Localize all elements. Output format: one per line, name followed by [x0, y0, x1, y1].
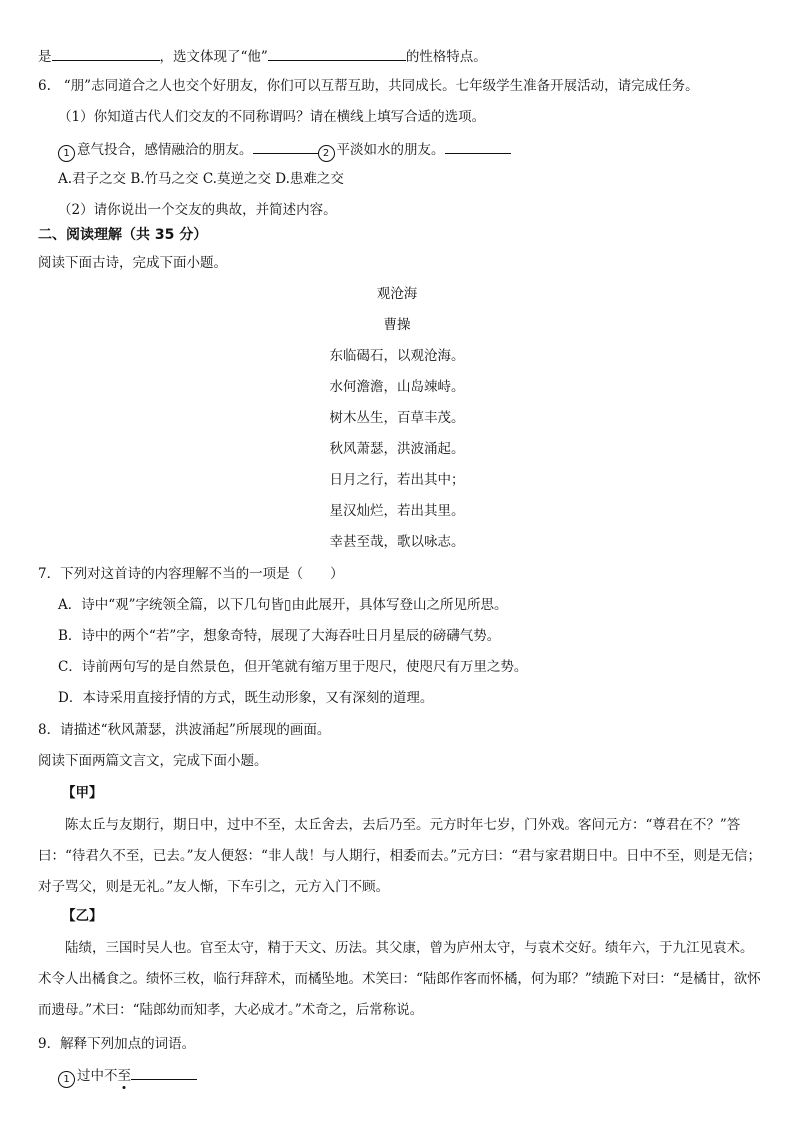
answer-blank[interactable] — [268, 45, 406, 61]
question-text: “朋”志同道合之人也交个好朋友，你们可以互帮互助，共同成长。七年级学生准备开展活动，请完成任务。 — [63, 78, 699, 94]
q7-option-b: B．诗中的两个“若”字，想象奇特，展现了大海吞吐日月星辰的磅礴气势。 — [58, 628, 501, 644]
q7-stem: 7．下列对这首诗的内容理解不当的一项是（ ） — [38, 566, 344, 582]
q6-item-2: 平淡如水的朋友。 — [336, 142, 445, 158]
q7-option-d: D．本诗采用直接抒情的方式，既生动形象，又有深刻的道理。 — [58, 690, 434, 706]
q9-item-1 — [58, 1064, 764, 1088]
q8-stem: 8．请描述“秋风萧瑟，洪波涌起”所展现的画面。 — [38, 722, 331, 738]
q6-options: A.君子之交 B.竹马之交 C.莫逆之交 D.患难之交 — [58, 171, 344, 187]
q7-option-c: C．诗前两句写的是自然景色，但开笔就有缩万里于咫尺，使咫尺有万里之势。 — [58, 659, 528, 675]
poem-line: 秋风萧瑟，洪波涌起。 — [329, 441, 465, 457]
q6-items — [58, 138, 764, 162]
poem-line: 东临碣石，以观沧海。 — [329, 348, 465, 364]
q9-item-text: 过中不 — [77, 1068, 118, 1084]
section-heading: 二、阅读理解（共 35 分） — [38, 227, 208, 243]
dotted-character: 至 — [117, 1068, 131, 1084]
circled-number: 2 — [318, 145, 335, 162]
circled-number: 1 — [58, 145, 75, 162]
circled-number: 1 — [58, 1071, 75, 1088]
poem-line: 水何澹澹，山岛竦峙。 — [329, 379, 465, 395]
poem-line: 日月之行，若出其中； — [329, 472, 465, 488]
q7-option-a: A．诗中“观”字统领全篇，以下几句皆▯由此展开，具体写登山之所见所思。 — [58, 597, 508, 613]
q5-text-2: ，选文体现了“他” — [159, 49, 268, 65]
passage-yi: 陆绩，三国时吴人也。官至太守，精于天文、历法。其父康，曾为庐州太守，与袁术交好。绩年六，于九江见袁术。术令人出橘食之。绩怀三枚，临行拜辞术，而橘坠地。术笑曰：“陆郎作客而怀橘，何为耶？”绩跪下对曰：“是橘甘，欲怀而遗母。”术曰：“陆郎幼而知孝，大必成才。”术奇之，后常称说。 — [38, 940, 761, 1018]
poem-author: 曹操 — [383, 317, 411, 333]
section-instruction: 阅读下面古诗，完成下面小题。 — [38, 255, 227, 271]
q6-item-1: 意气投合，感情融洽的朋友。 — [77, 142, 253, 158]
q5-text-1: 是 — [38, 49, 52, 65]
answer-blank[interactable] — [253, 138, 318, 154]
passage-label-jia: 【甲】 — [62, 785, 103, 801]
poem-line: 幸甚至哉，歌以咏志。 — [329, 534, 465, 550]
q6-sub2: （2）请你说出一个交友的典故，并简述内容。 — [58, 202, 337, 218]
answer-blank[interactable] — [445, 138, 511, 154]
passage-label-yi: 【乙】 — [62, 908, 103, 924]
passage-jia: 陈太丘与友期行，期日中，过中不至，太丘舍去，去后乃至。元方时年七岁，门外戏。客问元方：“尊君在不？”答曰：“待君久不至，已去。”友人便怒：“非人哉！与人期行，相委而去。”元方曰：“君与家君期日中。日中不至，则是无信；对子骂父，则是无礼。”友人惭，下车引之，元方入门不顾。 — [38, 817, 762, 895]
q5-text-3: 的性格特点。 — [405, 49, 487, 65]
question-number: 6. — [38, 78, 51, 94]
poem-line: 树木丛生，百草丰茂。 — [329, 410, 465, 426]
q9-stem: 9．解释下列加点的词语。 — [38, 1036, 196, 1052]
classical-instruction: 阅读下面两篇文言文，完成下面小题。 — [38, 753, 268, 769]
poem-title: 观沧海 — [376, 286, 418, 302]
q5-tail-line — [38, 45, 764, 67]
q6-intro — [38, 76, 764, 96]
answer-blank[interactable] — [52, 45, 160, 61]
answer-blank[interactable] — [131, 1064, 197, 1080]
poem-line: 星汉灿烂，若出其里。 — [329, 503, 465, 519]
q6-sub1: （1）你知道古代人们交友的不同称谓吗？请在横线上填写合适的选项。 — [58, 109, 486, 125]
